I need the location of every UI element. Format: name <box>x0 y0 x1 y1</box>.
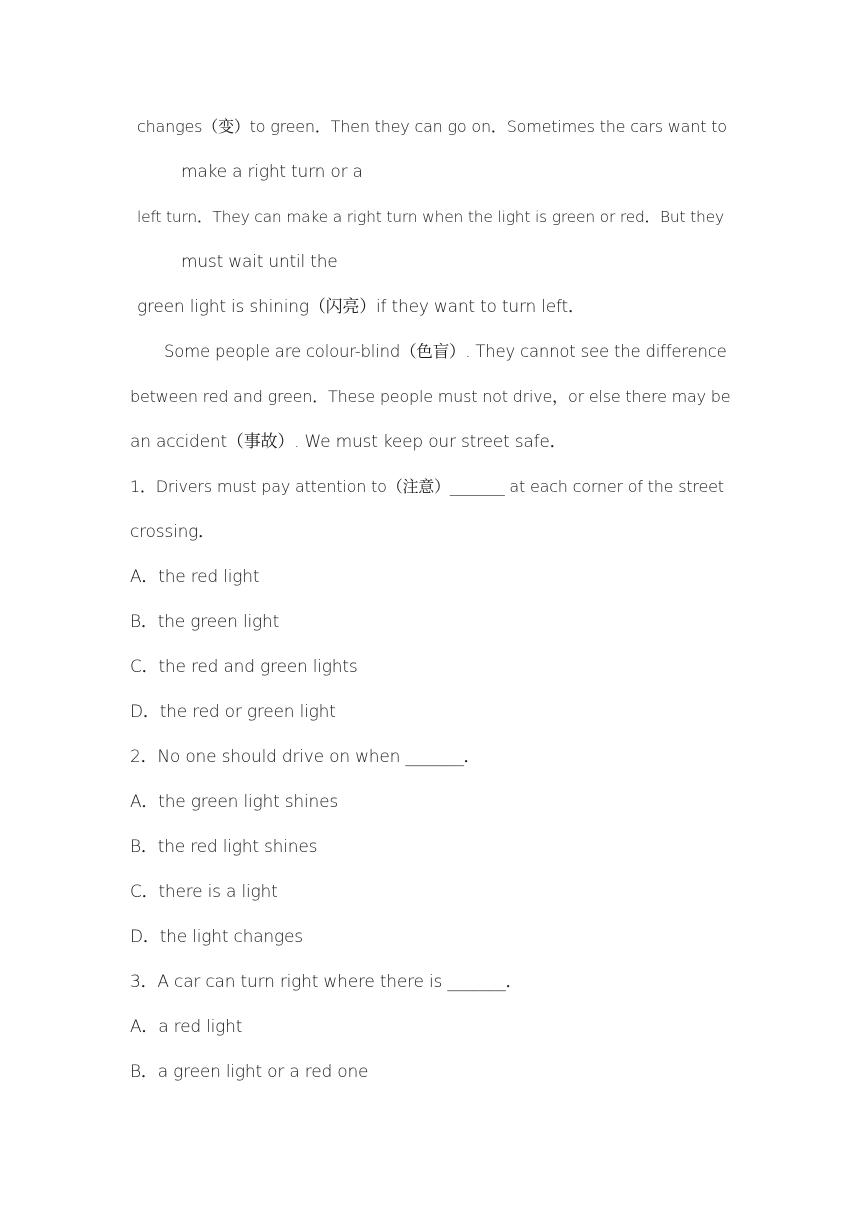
answer-option: C．there is a light <box>130 882 278 902</box>
passage-line: must wait until the <box>181 252 338 272</box>
answer-option: D．the red or green light <box>130 702 336 722</box>
question-stem: crossing． <box>130 522 215 542</box>
passage-line: Some people are colour-blind（色盲）. They cannot see the difference <box>164 342 727 361</box>
answer-option: A．the red light <box>130 567 260 587</box>
answer-option: B．the red light shines <box>130 837 318 857</box>
answer-option: D．the light changes <box>130 927 303 947</box>
passage-line: green light is shining（闪亮）if they want to turn left． <box>137 297 585 317</box>
answer-option: C．the red and green lights <box>130 657 358 677</box>
passage-line: left turn．They can make a right turn when the light is green or red．But they <box>137 208 724 226</box>
passage-line: make a right turn or a <box>181 162 363 182</box>
question-stem: 1．Drivers must pay attention to（注意）_______ at each corner of the street <box>130 477 724 496</box>
passage-line: changes（变）to green．Then they can go on．Sometimes the cars want to <box>137 117 727 136</box>
answer-option: A．the green light shines <box>130 792 338 812</box>
passage-line: between red and green．These people must not drive，or else there may be <box>130 387 731 406</box>
question-stem: 3．A car can turn right where there is _______． <box>130 972 523 992</box>
question-stem: 2．No one should drive on when _______． <box>130 747 481 767</box>
answer-option: A．a red light <box>130 1017 243 1037</box>
passage-line: an accident（事故）. We must keep our street safe． <box>130 432 567 452</box>
answer-option: B．the green light <box>130 612 280 632</box>
answer-option: B．a green light or a red one <box>130 1062 369 1082</box>
